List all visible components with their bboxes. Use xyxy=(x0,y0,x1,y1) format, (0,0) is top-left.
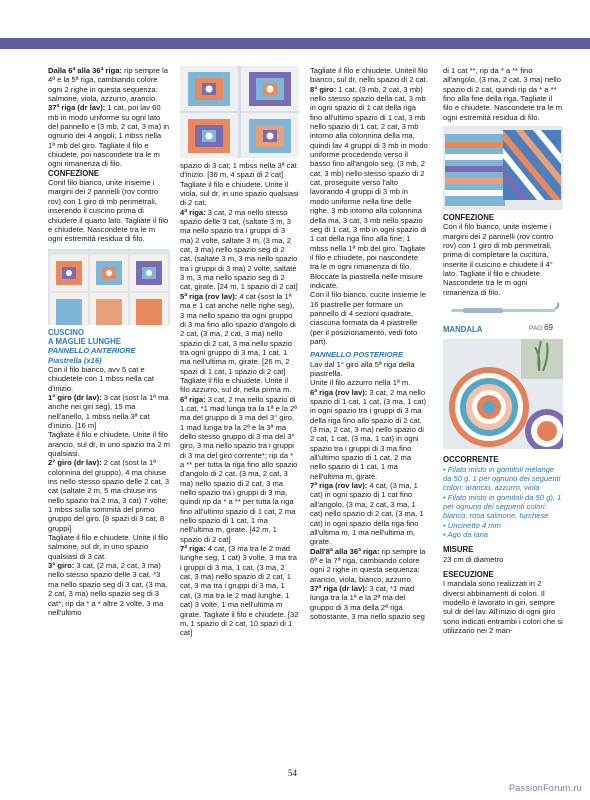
paragraph: 23 cm di diametro xyxy=(443,554,504,564)
heading-misure: MISURE xyxy=(443,545,474,555)
paragraph: Dalla 6ª alla 36ª riga: rip sempre la 4ª e la 5ª riga, cambiando colore ogni 2 righe in questa sequenza: salmone, viola, azzurro, arancio. xyxy=(48,66,169,104)
heading-confezione: CONFEZIONE xyxy=(443,213,495,223)
paragraph: Bloccate la piastrella nelle misure indicate. xyxy=(310,271,423,290)
paragraph: Unite il filo azzurro nella 1ª m. xyxy=(310,378,411,388)
subtitle-piastrella: Piastrella (x16) xyxy=(48,355,102,365)
paragraph: di 1 cat **, rip da * a ** fino all'angolo, (3 ma, 2 cat, 3 ma) nello spazio di 2 cat, quindi rip da * a ** fino alla fine della riga. Tagliate il filo e chiudete. Nascondete tra le m ogni estremità residua di filo. xyxy=(443,66,563,122)
paragraph: 7ª riga (rov lav): 4 cat, (3 ma, 1 cat) in ogni spazio di 1 cat fino all'angolo, (3 ma, 2 cat, 3 ma, 1 cat) nello spazio di 2 cat, (3 ma, 1 cat) in ogni spazio della riga fino all'ultima m, 1 ma nell'ultima m, girate. xyxy=(310,481,424,547)
paragraph: Lav dal 1° giro alla 5ª riga della piastrella. xyxy=(310,359,415,378)
paragraph: 1° giro (dr lav): 3 cat (sost la 1ª ma anche nei giri seg), 15 ma nell'anello, 1 mbss nella 3ª cat d'inizio. [16 m] xyxy=(48,392,169,430)
paragraph: Tagliate il filo e chiudete. Uniteil filo bianco, sul dr, nello spazio di 2 cat. xyxy=(310,66,428,85)
subtitle-pannello-posteriore: PANNELLO POSTERIORE xyxy=(310,350,404,360)
paragraph: 6ª riga (rov lav): 3 cat, 2 ma nello spazio di 1 cat, 1 cat, (3 ma, 1 cat) in ogni spazio tra i gruppi di 3 ma della riga fino allo spazio di 2 cat, (3 ma, 2 cat, 3 ma) nello spazio di 2 cat, 1 cat, (3 ma, 1 cat) in ogni spazio tra i gruppi di 3 ma fino all'ultimo spazio di 1 cat, 2 ma nello spazio di 1 cat, 1 ma nell'ultima m, girate. xyxy=(310,387,427,481)
paragraph: 37ª riga (dr lav): 1 cat, poi lav 60 mb in modo uniforme su ogni lato del pannello e (3 mb, 2 cat, 3 ma) in ognuno dei 4 angoli; 1 mbss nella 1ª mb del giro. Tagliate il filo e chiudete, poi nascondete tra le m ogni rimanenza di filo. xyxy=(48,103,170,169)
paragraph: Dall'8ª alla 36ª riga: rip sempre la 6ª e la 7ª riga, cambiando colore ogni 2 righe in questa sequenza: arancio, viola, bianco, azzurro. xyxy=(310,546,426,584)
paragraph: Conil filo bianco, unite insieme i margini dei 2 pannelli (rov contro rov) con 1 giro di mb perimetrali, inserendo il cuscino prima di chiudere il quarto lato. Tagliate il filo e chiudete. Nascondete tra le m ogni estremità residua di filo. xyxy=(48,178,169,244)
material-item: • Ago da lana xyxy=(443,529,489,539)
paragraph: 2° giro (dr lav): 2 cat (sost la 1ª colonnina del gruppo), 4 ma chiuse ins nello stesso spazio delle 2 cat, 3 cat (saltate 2 m, 5 ma chiuse ins nello spazio tra 2 ma, 3 cat) 7 volte; 1 mbss sulla sommità del primo gruppo del giro. [8 spazi di 3 cat, 8 gruppi] xyxy=(48,458,170,533)
paragraph: 3° giro: 3 cat, (2 ma, 2 cat, 3 ma) nello stesso spazio delle 3 cat, *3 ma nello spazio seg di 3 cat, (3 ma, 2 cat, 3 ma) nello spazio seg di 3 cat*; rip da * a * altre 2 volte, 3 ma nell'ultimo xyxy=(48,561,168,617)
heading-esecuzione: ESECUZIONE xyxy=(443,569,494,579)
paragraph: 4ª riga: 3 cat, 2 ma nello stesso spazio delle 3 cat, (saltate 3 m, 3 ma nello spazio tra i gruppi di 3 ma) 2 volte, saltate 3 m, (3 ma, 2 cat, 3 ma) nello spazio seg di 2 cat, (saltate 3 m, 3 ma nello spazio tra i gruppi di 3 ma) 2 volte, saltate 3 m, 3 ma nello spazio seg di 2 cat, girate. [24 m, 1 spazio di 2 cat] xyxy=(180,207,298,292)
title-maglie-lunghe: A MAGLIE LUNGHE xyxy=(48,336,121,346)
paragraph: Tagliate il filo e chiudete. Unite il viola, sul dr, in uno spazio qualsiasi di 2 cat. xyxy=(180,179,299,208)
page-number: 54 xyxy=(288,768,297,778)
material-item: • Filato misto in gomitoli mélange da 50 g, 1 per ognuno dei seguenti colori: arancio, azzurro, viola xyxy=(443,464,561,493)
page-ref: PAG 69 xyxy=(529,323,553,333)
top-color-bar xyxy=(0,38,590,49)
paragraph: Tagliate il filo e chiudete. Unite il filo salmone, sul dr, in uno spazio qualsiasi di 3 cat. xyxy=(48,533,168,561)
title-mandala: MANDALA xyxy=(443,325,483,335)
paragraph: Con il filo bianco, cucite insieme le 16 piastrelle per formare un pannello di 4 sezioni quadrate, ciascuna formata da 4 piastrelle (per il posizionamento, vedi foto part). xyxy=(310,290,427,346)
paragraph: 37ª riga (dr lav): 3 cat, *1 mad lunga tra la 1ª e la 2ª ma del gruppo di 3 ma della 2ª riga sottostante, 3 ma nello spazio seg xyxy=(310,583,425,621)
paragraph: 6ª riga: 3 cat, 2 ma nello spazio di 1 cat, *1 mad lunga tra la 1ª e la 2ª ma del gruppo di 3 ma del 3° giro, 1 mad lunga tra la 2ª e la 3ª ma dello stesso gruppo di 3 ma del 3° giro, 3 ma nello spazio tra i gruppi di 3 ma del giro corrente*; rip da * a ** per tutta la riga fino allo spazio d'angolo di 2 cat, (3 ma, 2 cat, 3 ma) nello spazio di 2 cat, 3 ma nello spazio tra i gruppi di 3 ma, quindi rip da * a ** per tutta la riga fino all'ultimo spazio di 1 cat, 2 ma nello spazio di 1 cat, 1 ma nell'ultima m, girate. [42 m, 1 spazio di 2 cat] xyxy=(180,394,298,544)
photo-granny-squares xyxy=(180,66,299,158)
mandala-title-row xyxy=(443,323,563,337)
subtitle-pannello-anteriore: PANNELLO ANTERIORE xyxy=(48,346,136,356)
heading-confezione: CONFEZIONE xyxy=(48,168,100,178)
photo-cushion-long-stitch xyxy=(48,249,170,325)
title-cuscino: CUSCINO xyxy=(48,327,84,337)
column-3 xyxy=(310,66,429,621)
photo-striped-cushions xyxy=(443,126,563,210)
paragraph: Tagliate il filo e chiudete. Unite il filo arancio, sul dr, in uno spazio tra 2 m qualsiasi. xyxy=(48,430,170,458)
paragraph: spazio di 3 cat; 1 mbss nella 3ª cat d'inizio. [36 m, 4 spazi di 2 cat] xyxy=(180,161,297,180)
column-4 xyxy=(443,66,563,635)
paragraph: 8° giro: 1 cat, (3 mb, 2 cat, 3 mb) nello stesso spazio della cat, 3 mb in ogni spazio di 1 cat della riga fino all'ultimo spazio di 1 cat, 3 mb nello spazio di 1 cat, 2 cat, 3 mb intorno alla colonnina della ma, quindi lav 4 gruppi di 3 mb in modo uniforme procedendo verso il basso fino all'angolo seg, (3 mb, 2 cat, 3 mb) nello stesso spazio di 2 cat, proseguite verso l'alto lavorando 4 gruppi di 3 mb in modo uniforme nella fine delle righe, 3 mb intorno alla colonnina della ma, 3 cat, 3 mb nello spazio seg di 1 cat, 3 mb in ogni spazio di 1 cat della riga fino alla fine; 1 mbss nella 1ª mb del giro. Tagliate il filo e chiudete, poi nascondete tra le m ogni rimanenza di filo. xyxy=(310,84,428,272)
column-1 xyxy=(48,66,170,617)
watermark: PassionForum.ru xyxy=(508,783,582,793)
paragraph: 7ª riga: 4 cat, (3 ma tra le 2 mad lunghe seg, 1 cat) 3 volte, 3 ma tra i gruppi di 3 ma, 1 cat, (3 ma, 2 cat, 3 ma) nello spazio di 2 cat, 1 cat, 3 ma tra i gruppi di 3 ma, 1 cat, (3 ma tra le 2 mad lunghe, 1 cat) 3 volte, 1 ma nell'ultima m girate. Tagliate il filo e chiudete. [32 m, 1 spazio di 2 cat, 10 spazi di 1 cat] xyxy=(180,544,299,638)
heading-occorrente: OCCORRENTE xyxy=(443,455,499,465)
paragraph: Tagliate il filo e chiudete. Unite il filo azzurro, sul dr, nella prima m. xyxy=(180,375,292,395)
column-2 xyxy=(180,66,299,638)
crochet-hook-illustration xyxy=(443,297,563,321)
paragraph: 5ª riga (rov lav): 4 cat (sost la 1ª ma e 1 cat anche nelle righe seg), 3 ma nello spazio tra ogni gruppo di 3 ma fino allo spazio d'angolo di 2 cat, (3 ma, 2 cat, 3 ma) nello spazio di 2 cat, 3 ma nello spazio tra ogni gruppo di 3 ma, 1 cat, 1 ma nell'ultima m, girate. [26 m, 2 spazi di 1 cat, 1 spazio di 2 cat] xyxy=(180,291,296,376)
material-item: • Uncinetto 4 mm xyxy=(443,520,501,530)
photo-mandala xyxy=(443,339,563,449)
paragraph: Con il filo bianco, avv 5 cat e chiudetele con 1 mbss nella cat d'inizio. xyxy=(48,364,154,393)
paragraph: Con il filo bianco, unite insieme i margini dei 2 pannelli (rov contro rov) con 1 giro di mb perimetrali, prima di completare la cucitura, inserite il cuscino e chiudete il 4° lato. Tagliate il filo e chiudete. Nascondete tra le m ogni rimanenza di filo. xyxy=(443,222,554,297)
paragraph: I mandala sono realizzati in 2 diversi abbinamenti di colori. Il modello è lavorato in giri, sempre sul dr del lav. All'inizio di ogni giro sono indicati entrambi i colori che si utilizzano nei 2 man- xyxy=(443,579,563,635)
material-item: • Filato misto in gomitoli da 50 g), 1 per ognuno dei seguenti colori: bianco, rosa salmone, turchese xyxy=(443,492,562,521)
